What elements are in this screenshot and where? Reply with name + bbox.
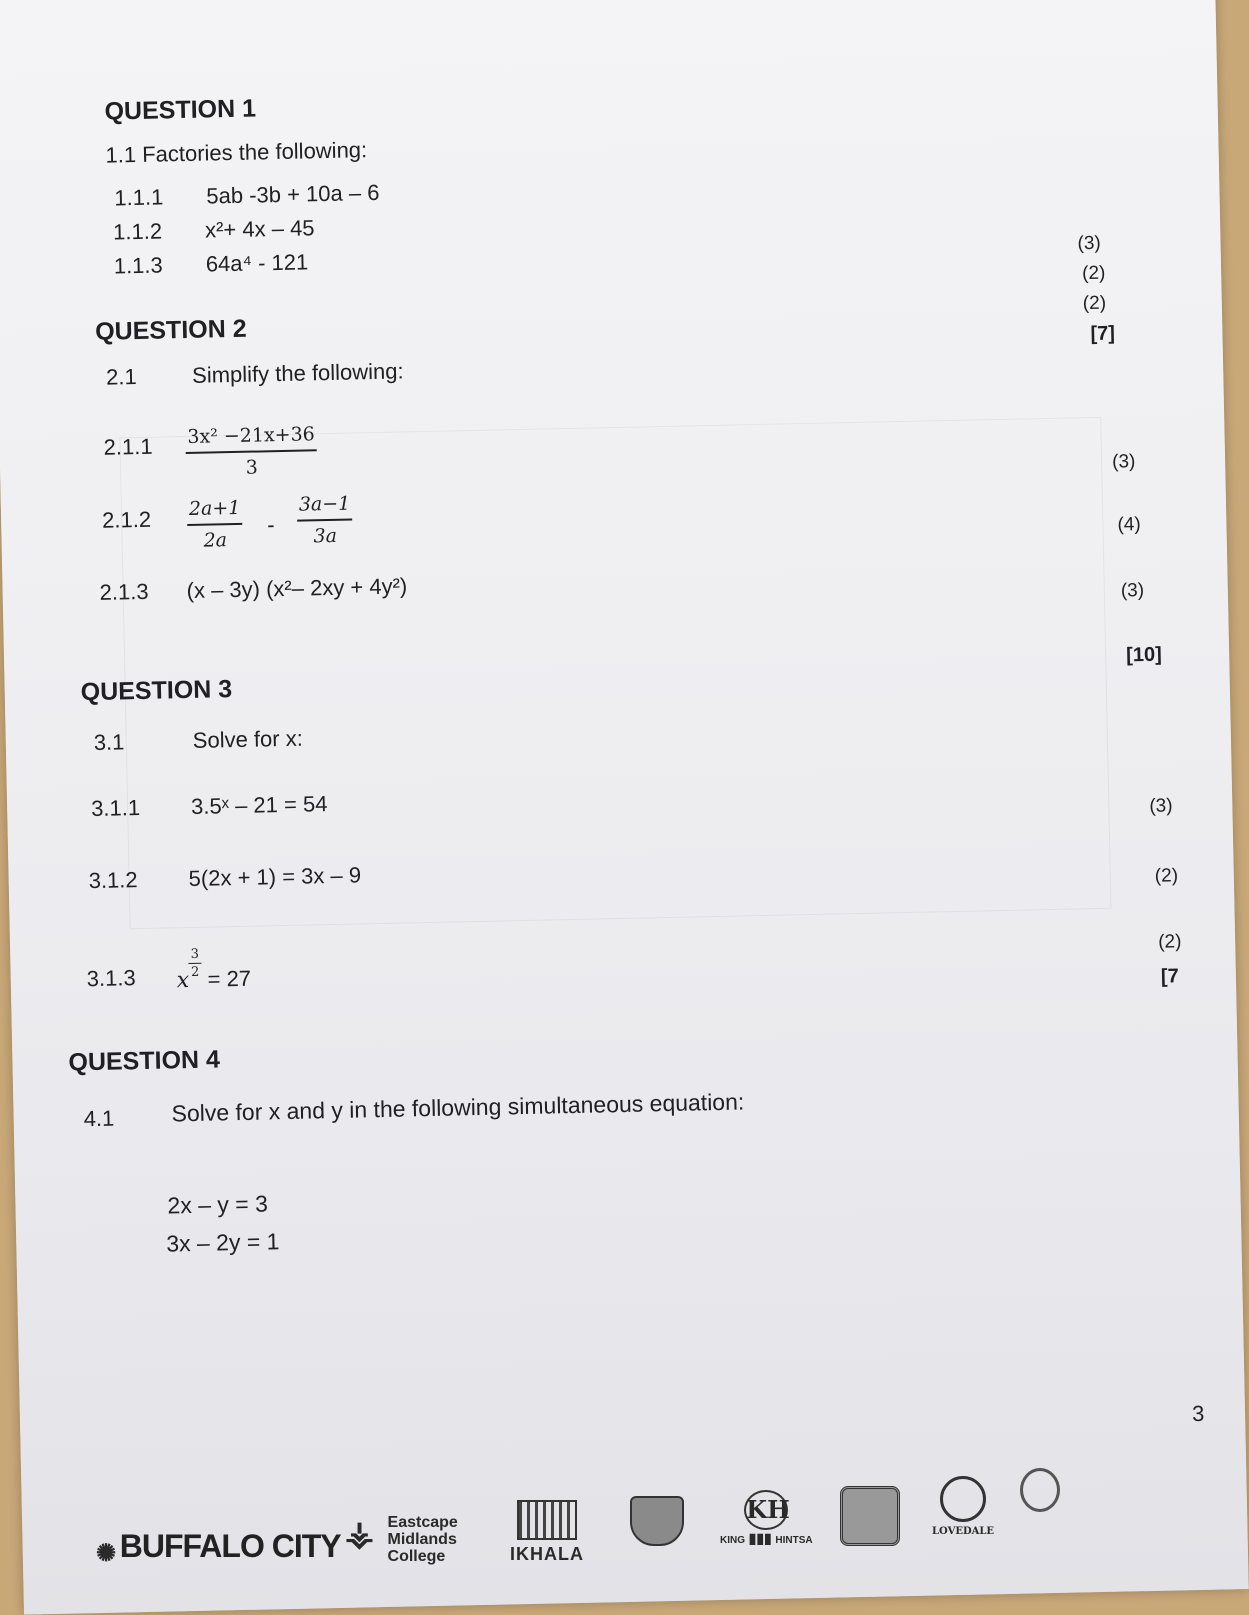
lovedale-emblem-icon [940,1476,986,1522]
ikhala-building-icon [517,1500,577,1540]
question-total: [7] [1090,322,1116,346]
operator: - [266,512,275,538]
item-number: 2.1.1 [103,433,153,460]
base: x [176,968,190,994]
page-number: 3 [1191,1400,1205,1427]
expression: 5ab -3b + 10a – 6 [206,179,380,209]
section-number: 2.1 [105,364,137,390]
equation-rest: = 27 [207,966,252,992]
mark: (3) [1111,451,1136,473]
fraction [185,423,317,480]
numerator: 3a−1 [297,493,353,522]
question-total: [7 [1160,965,1179,988]
item-number: 3.1.1 [90,795,141,822]
buffalo-emblem-icon: ✺ [96,1540,117,1568]
lovedale-logo: LOVEDALE [932,1476,994,1537]
mark: (4) [1117,514,1141,536]
question-1-heading: QUESTION 1 [104,94,257,126]
numerator: 2a+1 [187,497,243,526]
eastcape-midlands-logo: ⚶ Eastcape Midlands College [345,1514,458,1565]
exponent-denominator: 2 [190,964,200,981]
section-instruction: Solve for x and y in the following simultaneous equation: [171,1088,745,1127]
seal-emblem-icon [840,1486,900,1546]
question-total: [10] [1125,643,1162,667]
exponent-numerator: 3 [189,947,202,964]
kh-emblem-icon: KH [744,1490,788,1530]
mark: (2) [1081,262,1106,285]
mark: (3) [1077,232,1102,255]
power-expression [176,946,252,994]
item-number: 3.1.2 [88,867,138,894]
question-3-heading: QUESTION 3 [80,675,233,707]
pillars-icon: ▮▮▮ [748,1530,772,1546]
expression: (x – 3y) (x²– 2xy + 4y²) [186,573,408,604]
ikhala-logo: IKHALA [510,1500,584,1565]
item-number: 1.1.2 [112,218,163,245]
section-number: 3.1 [93,729,125,755]
mark: (2) [1157,931,1182,953]
seal-logo [840,1486,900,1546]
expression: 3.5ˣ – 21 = 54 [190,791,328,819]
college-logos [90,1490,1200,1600]
item-number: 2.1.2 [101,506,152,533]
pe-emblem-icon [1020,1468,1060,1512]
question-1-instruction: 1.1 Factories the following: [105,137,368,168]
buffalo-city-logo: ✺ BUFFALO CITY [96,1528,341,1568]
mark: (3) [1149,795,1173,817]
bleed-through-table [119,417,1111,929]
port-elizabeth-logo [1020,1468,1060,1512]
item-number: 2.1.3 [99,578,149,605]
denominator: 3a [313,524,338,548]
item-number: 3.1.3 [86,965,136,992]
section-instruction: Simplify the following: [191,358,404,388]
crest-logo [630,1496,684,1546]
mark: (3) [1120,579,1145,602]
expression: 64a⁴ - 121 [205,249,309,277]
section-instruction: Solve for x: [192,725,304,753]
denominator: 2a [203,529,228,552]
question-2-heading: QUESTION 2 [94,314,247,346]
king-hintsa-logo: KH KING ▮▮▮ HINTSA [720,1490,813,1547]
equation: 3x – 2y = 1 [166,1228,280,1257]
item-number: 1.1.1 [114,184,164,211]
item-number: 1.1.3 [113,252,163,279]
denominator: 3 [245,456,259,479]
mark: (2) [1154,865,1179,887]
question-4-heading: QUESTION 4 [68,1045,221,1077]
equation: 2x – y = 3 [167,1190,269,1219]
expression: 5(2x + 1) = 3x – 9 [188,862,362,892]
mark: (2) [1082,292,1107,315]
crest-shield-icon [630,1496,684,1546]
expression: x²+ 4x – 45 [204,215,315,243]
fraction [187,497,244,552]
section-number: 4.1 [83,1105,115,1132]
eastcape-emblem-icon: ⚶ [345,1515,374,1553]
fraction [297,493,354,548]
numerator: 3x² −21x+36 [185,423,317,454]
